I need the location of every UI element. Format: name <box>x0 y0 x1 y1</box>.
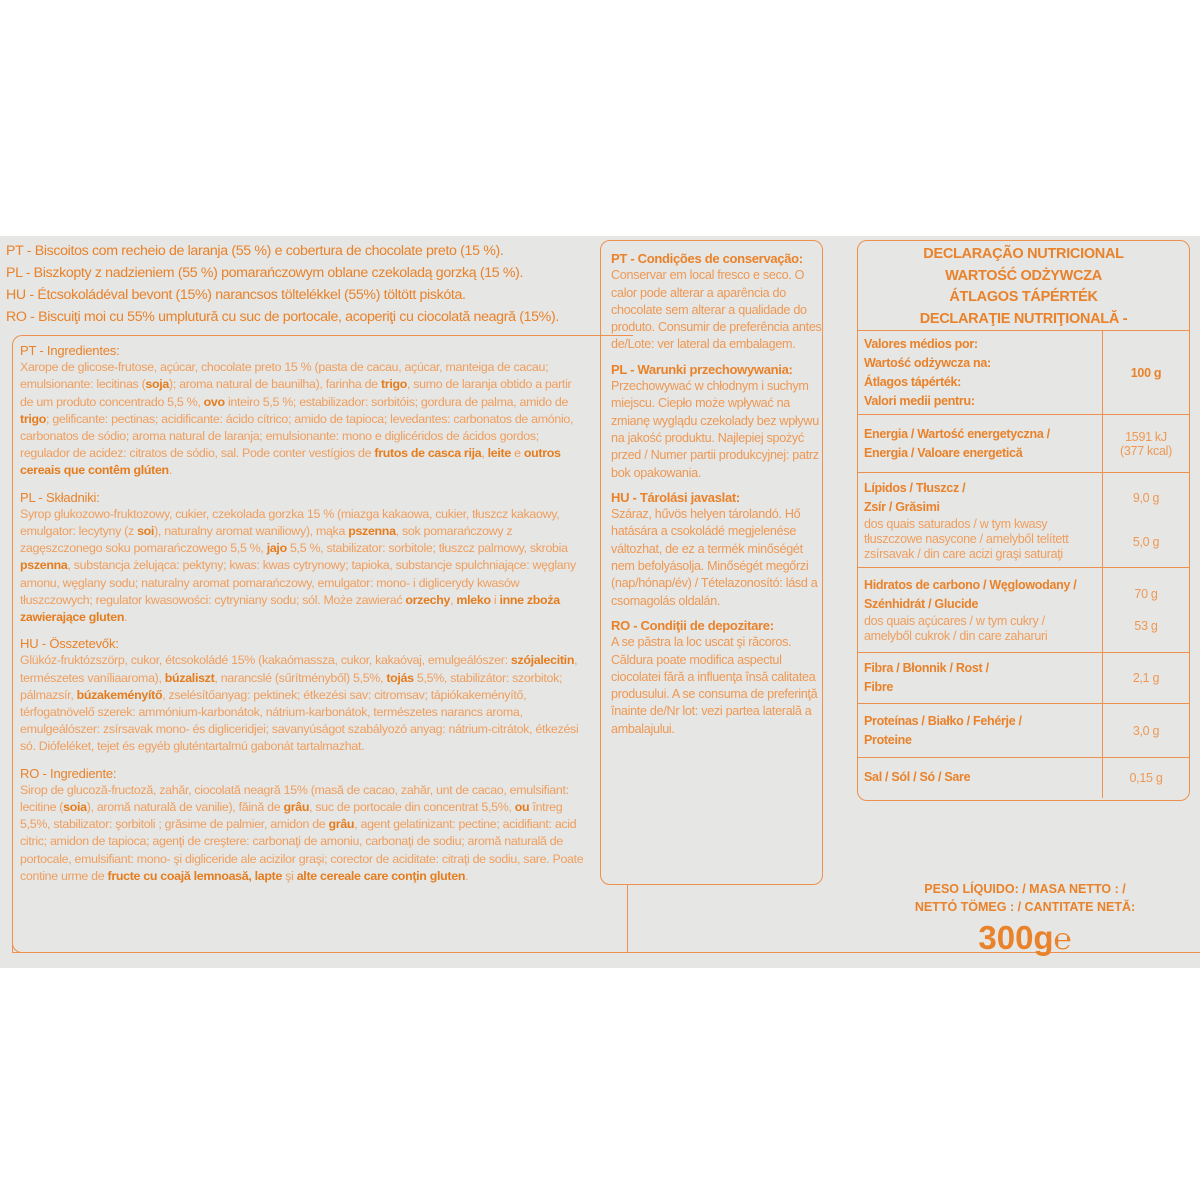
salt-value: 0,15 g <box>1103 758 1190 798</box>
allergen-text: trigo <box>380 377 407 392</box>
saturated-fat-label: zsírsavak / din care acizi graşi saturaţi <box>864 546 1063 561</box>
allergen-text: jajo <box>266 541 287 556</box>
allergen-text: outros cereais que contêm glúten <box>20 446 561 478</box>
allergen-text: grâu <box>328 817 355 832</box>
nutrition-row-carbs <box>858 568 1189 653</box>
ingredient-text: , narancslé (sűrítményből) 5,5%, <box>214 670 387 685</box>
net-weight-label: NETTÓ TÖMEG : / CANTITATE NETĂ: <box>914 900 1136 914</box>
ingredient-text: Xarope de glicose-frutose, açúcar, chocolate preto 15 % (pasta de cacau, açúcar, manteiga de cacau; emulsionante: lecitinas ( <box>20 360 549 392</box>
sugars-label: dos quais açúcares / w tym cukry / <box>864 614 1045 628</box>
protein-value: 3,0 g <box>1103 704 1190 758</box>
storage-text-pl: Przechowywać w chłodnym i suchym miejscu. Ciepło może wpływać na zmianę wyglądu czekolady bez wpływu na jakość produktu. Najlepiej spożyć przed / Numer partii produkcyjnej: patrz bok opakowania. <box>611 379 819 480</box>
ingredient-text: , substancja żelująca: pektyny; kwas: kwas cytrynowy; tapioka, substancje spulchniające: węglany amonu, węglany sodu; naturalny aromat pomarańczowy, emulgator: mono- i diglicerydy kwasów tłuszczowych; regulator kwasowości: cytryniany sodu; sól. Może zawierać <box>20 558 576 607</box>
nutrition-title-hu: ÁTLAGOS TÁPÉRTÉK <box>949 289 1098 305</box>
allergen-text: soia <box>63 800 87 815</box>
product-title-ro: RO - Biscuiţi moi cu 55% umplutură cu suc de portocale, acoperiţi cu ciocolată neagră (15%). <box>6 309 559 325</box>
header-value: 100 g <box>1103 331 1190 415</box>
header-label: Wartość odżywcza na: <box>864 355 991 370</box>
ingredients-box-corner <box>12 935 31 953</box>
product-title-pt: PT - Biscoitos com recheio de laranja (55 %) e cobertura de chocolate preto (15 %). <box>6 243 504 259</box>
net-weight <box>880 880 1170 960</box>
ingredients-heading-hu: HU - Összetevők: <box>20 636 119 652</box>
allergen-text: tojás <box>386 670 414 685</box>
nutrition-title-pt: DECLARAÇÃO NUTRICIONAL <box>923 246 1124 262</box>
protein-label: Proteínas / Białko / Fehérje / <box>864 713 1022 728</box>
energy-kj: 1591 kJ <box>1125 429 1167 444</box>
ingredients-text-hu <box>20 652 585 755</box>
storage-heading-pl: PL - Warunki przechowywania: <box>611 361 793 377</box>
ingredient-text: 5,5 %, stabilizator: sorbitole; tłuszcz palmowy, skrobia <box>286 541 568 556</box>
carbs-label: Szénhidrát / Glucide <box>864 597 979 611</box>
ingredients-heading-pt: PT - Ingredientes: <box>20 343 120 358</box>
nutrition-table <box>857 240 1190 801</box>
allergen-text: ou <box>514 800 530 815</box>
ingredient-text: Glükóz-fruktózszörp, cukor, étcsokoládé 15% (kakaómassza, cukor, kakaóvaj, emulgeálószer: <box>20 653 511 668</box>
ingredient-text: , suc de portocale din concentrat 5,5%, <box>309 800 515 815</box>
net-weight-label: PESO LÍQUIDO: / MASA NETTO : / <box>924 882 1126 896</box>
allergen-text: pszenna <box>20 558 68 573</box>
ingredient-text: ); aroma natural de baunilha), farinha de <box>169 377 381 392</box>
storage-text-pt: Conservar em local fresco e seco. O calor pode alterar a aparência do chocolate sem alterar a qualidade do produto. Consumir de preferência antes de/Lote: ver lateral da embalagem. <box>611 268 822 352</box>
ingredient-text: , agent gelatinizant: pectine; acidifiant: acid citric; amidon de tapioca; agenţi de creştere: carbonaţi de amoniu, carbonaţi de sodiu; aromă naturală de portocale, emulsifiant: mono- şi digliceride ale acizilor graşi; corector de aciditate: citraţi de sodiu, sare. Poate contine urme de <box>20 817 584 883</box>
ingredient-text: . <box>168 463 172 478</box>
ingredient-text: ; gelificante: pectinas; acidificante: ácido cítrico; amido de tapioca; levedantes: carbonatos de amónio, carbonatos de sódio; aroma natural de laranja; emulsionante: mono e diglicéridos de ácidos gordos; regulador de acidez: citratos de sódio, sal. Pode conter vestígios de <box>20 411 574 461</box>
fibre-value: 2,1 g <box>1103 653 1190 704</box>
ingredient-text: inteiro 5,5 %; estabilizador: sorbitóis; gordura de palma, amido de <box>224 394 569 409</box>
fat-label: Zsír / Grăsimi <box>864 499 940 514</box>
header-label: Átlagos tápérték: <box>864 374 962 389</box>
ingredient-text: , <box>481 446 488 461</box>
estimated-sign-icon: ℮ <box>1053 923 1072 956</box>
ingredient-text: , <box>450 592 457 607</box>
ingredient-text: , sok pomarańczowy z zagęszczonego soku pomarańczowego 5,5 %, <box>20 524 513 556</box>
allergen-text: alte cereale care conţin gluten <box>296 868 466 883</box>
nutrition-row-header <box>858 331 1189 415</box>
salt-label: Sal / Sól / Só / Sare <box>864 770 971 785</box>
saturated-fat-label: tłuszczowe nasycone / amelyből telített <box>864 531 1069 546</box>
allergen-text: búzaliszt <box>164 670 215 685</box>
nutrition-row-fibre <box>858 653 1189 704</box>
ingredient-text: . <box>465 868 469 883</box>
carbs-label: Hidratos de carbono / Węglowodany / <box>864 578 1077 592</box>
nutrition-row-energy <box>858 415 1189 473</box>
allergen-text: fructe cu coajă lemnoasă, lapte <box>107 868 283 883</box>
nutrition-row-protein <box>858 704 1189 758</box>
nutrition-grid <box>858 330 1189 798</box>
energy-kcal: (377 kcal) <box>1120 443 1172 458</box>
ingredient-text: Sirop de glucoză-fructoză, zahăr, ciocolată neagră 15% (masă de cacao, zahăr, unt de cacao, emulsifiant: lecitine ( <box>20 782 569 815</box>
allergen-text: inne zboża zawierające gluten <box>20 592 560 625</box>
allergen-text: ovo <box>203 394 225 409</box>
ingredients-text-ro <box>20 782 585 885</box>
fat-value: 9,0 g <box>1132 491 1160 505</box>
fibre-label: Fibre <box>864 680 894 694</box>
saturated-fat-label: dos quais saturados / w tym kwasy <box>864 516 1048 531</box>
ingredient-text: i <box>490 592 500 607</box>
nutrition-row-fat <box>858 473 1189 568</box>
storage-section <box>600 240 823 885</box>
product-title-hu: HU - Étcsokoládéval bevont (15%) narancsos töltelékkel (55%) töltött piskóta. <box>6 287 466 303</box>
ingredient-text: şi <box>282 868 297 883</box>
storage-text-ro: A se păstra la loc uscat şi răcoros. Căldura poate modifica aspectul ciocolatei fără a influenţa însă calitatea produsului. A se consuma de preferinţă înainte de/Nr lot: vezi partea laterală a ambalajului. <box>611 635 818 736</box>
net-weight-value-row <box>880 918 1170 960</box>
allergen-text: orzechy <box>405 592 451 607</box>
ingredient-text: întreg 5,5%, stabilizator: şorbitoli ; grăsime de palmier, amidon de <box>20 800 563 832</box>
saturated-fat-value: 5,0 g <box>1132 535 1160 549</box>
ingredients-heading-pl: PL - Składniki: <box>20 489 100 505</box>
ingredient-text: e <box>510 446 524 461</box>
allergen-text: leite <box>487 446 511 461</box>
storage-heading-hu: HU - Tárolási javaslat: <box>611 489 740 505</box>
allergen-text: pszenna <box>348 524 396 539</box>
allergen-text: mleko <box>456 592 491 607</box>
ingredient-text: , sumo de laranja obtido a partir de um produto concentrado 5,5 %, <box>20 377 572 409</box>
connector-line <box>627 885 628 952</box>
product-titles <box>6 240 559 328</box>
energy-label: Energia / Valoare energetică <box>864 445 1023 460</box>
allergen-text: frutos de casca rija <box>374 446 482 461</box>
allergen-text: grâu <box>283 800 310 815</box>
product-title-pl: PL - Biszkopty z nadzieniem (55 %) pomarańczowym oblane czekoladą gorzką (15 %). <box>6 265 524 281</box>
header-label: Valori medii pentru: <box>864 393 975 408</box>
ingredients-text-pl <box>20 506 585 626</box>
storage-heading-ro: RO - Condiţii de depozitare: <box>611 617 774 633</box>
ingredient-text: , természetes vaníliaaroma), <box>20 653 578 685</box>
ingredient-text: . <box>124 610 128 625</box>
ingredients-section <box>20 342 585 894</box>
carbs-value: 70 g <box>1134 587 1158 601</box>
sugars-label: amelyből cukrok / din care zaharuri <box>864 629 1048 643</box>
protein-label: Proteine <box>864 732 912 747</box>
allergen-text: soi <box>137 524 155 539</box>
fat-label: Lípidos / Tłuszcz / <box>864 480 966 495</box>
storage-text-hu: Száraz, hűvös helyen tárolandó. Hő hatására a csokoládé megjelenése változhat, de ez a termék minőségét nem befolyásolja. Minőségét megőrzi (nap/hónap/év) / Tételazonosító: lásd a csomagolás oldalán. <box>611 507 818 608</box>
allergen-text: soja <box>145 377 170 392</box>
ingredient-text: , zselésítőanyag: pektinek; étkezési sav: citromsav; tápiókakeményítő, térfogatnövelő szerek: ammónium-karbonátok, nátrium-karbonátok, természetes narancs aroma, emulgeálószer: zsírsavak mono- és digliceridjei; savanyúságot szabályozó anyag: nátrium-citrátok, étkezési só. Diófeléket, tejet és egyéb gluténtartalmú gabonát tartalmazhat. <box>20 687 579 754</box>
allergen-text: trigo <box>20 411 47 426</box>
net-weight-value: 300g <box>978 919 1054 956</box>
nutrition-title-ro: DECLARAŢIE NUTRIŢIONALĂ - <box>919 310 1128 327</box>
ingredient-text: ), aromă naturală de vanilie), făină de <box>86 800 284 815</box>
energy-label: Energia / Wartość energetyczna / <box>864 426 1050 441</box>
nutrition-title-pl: WARTOŚĆ ODŻYWCZA <box>945 267 1102 284</box>
allergen-text: szójalecitin <box>510 653 575 668</box>
allergen-text: búzakeményítő <box>76 687 163 702</box>
nutrition-row-salt <box>858 758 1189 798</box>
ingredients-heading-ro: RO - Ingrediente: <box>20 765 117 781</box>
nutrition-title <box>858 241 1189 330</box>
header-label: Valores médios por: <box>864 336 978 351</box>
ingredient-text: 5,5%, stabilizátor: szorbitok; pálmazsír, <box>20 670 563 702</box>
ingredient-text: Syrop glukozowo-fruktozowy, cukier, czekolada gorzka 15 % (miazga kakaowa, cukier, tłuszcz kakaowy, emulgator: lecytyny (z <box>20 506 560 539</box>
sugars-value: 53 g <box>1134 619 1158 633</box>
fibre-label: Fibra / Błonnik / Rost / <box>864 661 989 675</box>
ingredient-text: ), naturalny aromat waniliowy), mąka <box>154 524 349 539</box>
ingredients-text-pt <box>20 359 585 479</box>
storage-heading-pt: PT - Condições de conservação: <box>611 251 803 266</box>
